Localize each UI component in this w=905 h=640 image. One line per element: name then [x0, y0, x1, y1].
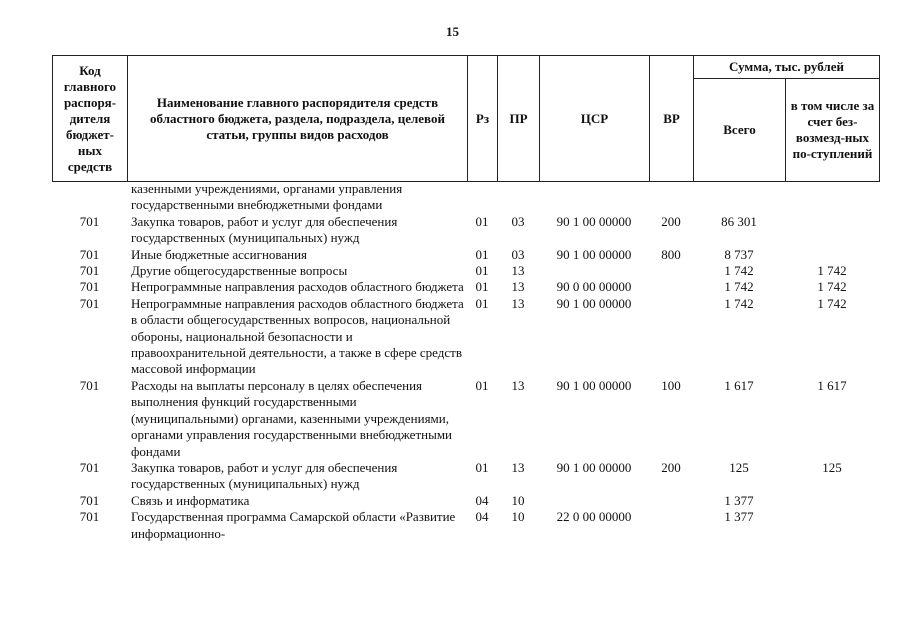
cell-free: [785, 181, 879, 214]
cell-total: 1 377: [724, 509, 754, 525]
cell-name: казенными учреждениями, органами управления государственными внебюджетными фондами: [131, 181, 403, 213]
header-vr: ВР: [650, 56, 694, 182]
table-row: [52, 493, 879, 509]
table-row: [52, 296, 879, 378]
cell-total: [693, 181, 785, 214]
cell-csr: 90 1 00 00000: [556, 246, 632, 262]
cell-free: [785, 214, 879, 247]
cell-pr: 10: [511, 492, 525, 508]
cell-csr: 90 1 00 00000: [556, 295, 632, 311]
table-row: [52, 509, 879, 542]
budget-table: [52, 181, 879, 542]
table-row: [52, 378, 879, 460]
table-row: [52, 247, 879, 263]
cell-vr: [649, 279, 693, 295]
cell-rz: 01: [475, 295, 489, 311]
table-row: [52, 181, 879, 214]
cell-vr: [649, 296, 693, 378]
cell-total: 1 742: [724, 279, 754, 295]
cell-kod: 701: [79, 377, 100, 393]
header-total: Всего: [694, 79, 786, 182]
cell-pr: 13: [511, 295, 525, 311]
cell-vr: [649, 181, 693, 214]
cell-kod: 701: [79, 246, 100, 262]
cell-vr: 800: [661, 246, 681, 262]
header-pr: ПР: [498, 56, 540, 182]
cell-rz: 01: [475, 279, 489, 295]
cell-name: Закупка товаров, работ и услуг для обеспечения государственных (муниципальных) нужд: [131, 459, 398, 492]
cell-kod: 701: [79, 279, 100, 295]
cell-csr: 90 1 00 00000: [556, 459, 632, 475]
cell-name: Связь и информатика: [131, 492, 250, 508]
cell-kod: [52, 181, 127, 214]
cell-rz: 01: [475, 263, 489, 279]
cell-pr: 13: [511, 263, 525, 279]
cell-total: 1 742: [724, 263, 754, 279]
header-rz: Рз: [468, 56, 498, 182]
cell-csr: 90 1 00 00000: [556, 213, 632, 229]
table-row: [52, 279, 879, 295]
cell-kod: 701: [79, 263, 100, 279]
cell-total: 125: [729, 459, 749, 475]
cell-name: Расходы на выплаты персоналу в целях обеспечения выполнения функций государственными (муниципальными) органами, казенными учреждениями, органами управления государственными внебюджетными фондами: [131, 377, 453, 459]
cell-name: Иные бюджетные ассигнования: [131, 246, 308, 262]
cell-csr: 90 0 00 00000: [556, 279, 632, 295]
cell-rz: 04: [475, 509, 489, 525]
cell-free: [785, 509, 879, 542]
header-kod: Код главного распоря-дителя бюджет-ных средств: [53, 56, 128, 182]
cell-rz: 01: [475, 377, 489, 393]
cell-rz: [467, 181, 497, 214]
cell-kod: 701: [79, 213, 100, 229]
header-sum: Сумма, тыс. рублей: [694, 56, 880, 79]
cell-vr: [649, 493, 693, 509]
cell-kod: 701: [79, 492, 100, 508]
cell-name: Непрограммные направления расходов областного бюджета: [131, 279, 464, 295]
cell-vr: 200: [661, 459, 681, 475]
cell-pr: 03: [511, 213, 525, 229]
page-number: 15: [446, 24, 459, 39]
cell-pr: 13: [511, 279, 525, 295]
cell-pr: 03: [511, 246, 525, 262]
cell-csr: [539, 263, 649, 279]
cell-kod: 701: [79, 459, 100, 475]
cell-vr: [649, 263, 693, 279]
cell-free: 1 742: [817, 263, 847, 279]
cell-name: Государственная программа Самарской области «Развитие информационно-: [131, 509, 456, 541]
cell-free: 1 617: [817, 377, 847, 393]
cell-pr: 13: [511, 377, 525, 393]
cell-pr: 13: [511, 459, 525, 475]
table-row: [52, 214, 879, 247]
cell-rz: 01: [475, 246, 489, 262]
cell-free: [785, 493, 879, 509]
cell-free: 125: [822, 459, 842, 475]
cell-csr: 90 1 00 00000: [556, 377, 632, 393]
header-name: Наименование главного распорядителя средств областного бюджета, раздела, подраздела, целевой статьи, группы видов расходов: [128, 56, 468, 182]
cell-name: Другие общегосударственные вопросы: [131, 263, 348, 279]
cell-rz: 01: [475, 213, 489, 229]
cell-name: Непрограммные направления расходов областного бюджета в области общегосударственных вопросов, национальной обороны, национальной безопасности и правоохранительной деятельности, а также в сфере средств массовой информации: [131, 295, 464, 377]
cell-kod: 701: [79, 295, 100, 311]
cell-vr: 200: [661, 213, 681, 229]
cell-free: 1 742: [817, 279, 847, 295]
cell-rz: 01: [475, 459, 489, 475]
header-free: в том числе за счет без-возмезд-ных по-ступлений: [786, 79, 880, 182]
cell-total: 1 742: [724, 295, 754, 311]
table-header: [52, 55, 880, 182]
cell-free: 1 742: [817, 295, 847, 311]
cell-vr: [649, 509, 693, 542]
cell-total: 1 617: [724, 377, 754, 393]
cell-vr: 100: [661, 377, 681, 393]
table-row: [52, 263, 879, 279]
cell-name: Закупка товаров, работ и услуг для обеспечения государственных (муниципальных) нужд: [131, 213, 398, 246]
cell-kod: 701: [79, 509, 100, 525]
table-row: [52, 460, 879, 493]
cell-pr: [497, 181, 539, 214]
header-csr: ЦСР: [540, 56, 650, 182]
cell-rz: 04: [475, 492, 489, 508]
cell-total: 8 737: [724, 246, 754, 262]
cell-csr: [539, 181, 649, 214]
cell-pr: 10: [511, 509, 525, 525]
cell-total: 1 377: [724, 492, 754, 508]
cell-csr: 22 0 00 00000: [556, 509, 632, 525]
cell-csr: [539, 493, 649, 509]
cell-total: 86 301: [721, 213, 757, 229]
cell-free: [785, 247, 879, 263]
